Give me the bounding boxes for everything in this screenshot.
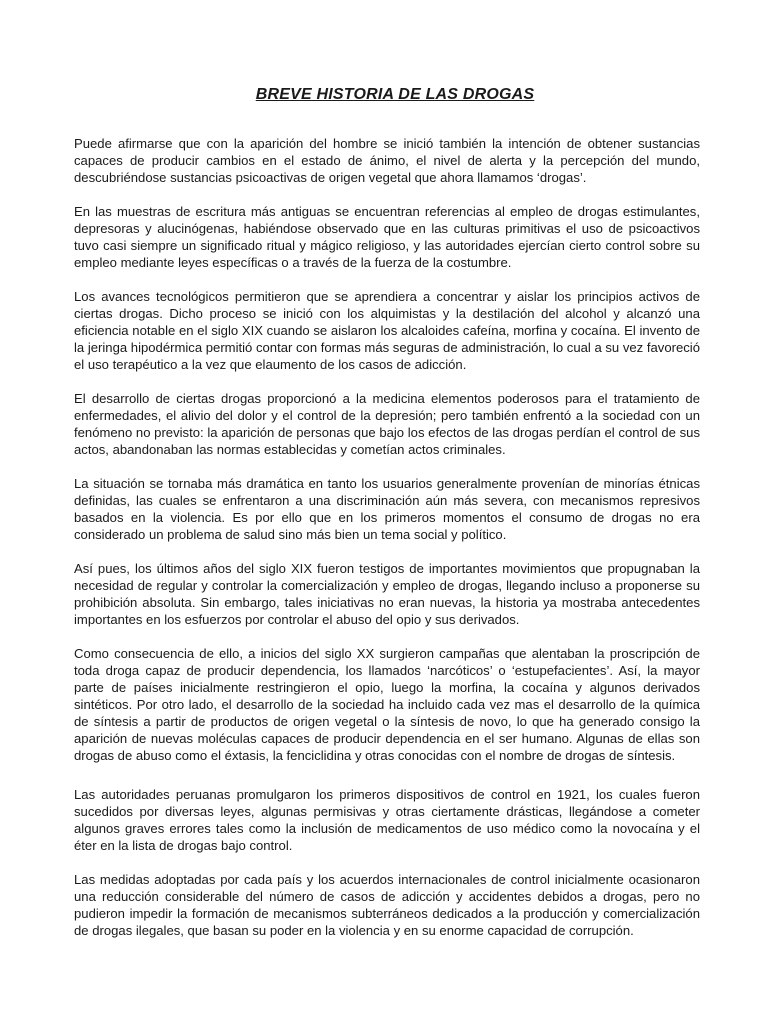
paragraph-1: Puede afirmarse que con la aparición del hombre se inició también la intención de obtener sustancias capaces de producir cambios en el estado de ánimo, el nivel de alerta y la percepción del mundo, descubriéndose sustancias psicoactivas de origen vegetal que ahora llamamos ‘drogas’.	[74, 136, 700, 185]
paragraph-5: La situación se tornaba más dramática en tanto los usuarios generalmente provenían de minorías étnicas definidas, las cuales se enfrentaron a una discriminación aún más severa, con mecanismos represivos basados en la violencia. Es por ello que en los primeros momentos el consumo de drogas no era considerado un problema de salud sino más bien un tema social y político.	[74, 476, 700, 542]
paragraph-8: Las autoridades peruanas promulgaron los primeros dispositivos de control en 1921, los cuales fueron sucedidos por diversas leyes, algunas permisivas y otras ciertamente drásticas, llegándose a cometer algunos graves errores tales como la inclusión de medicamentos de uso médico como la novocaína y el éter en la lista de drogas bajo control.	[74, 787, 700, 853]
paragraph-9: Las medidas adoptadas por cada país y los acuerdos internacionales de control inicialmente ocasionaron una reducción considerable del número de casos de adicción y accidentes debidos a drogas, pero no pudieron impedir la formación de mecanismos subterráneos dedicados a la producción y comercialización de drogas ilegales, que basan su poder en la violencia y en su enorme capacidad de corrupción.	[74, 872, 700, 938]
document-title: BREVE HISTORIA DE LAS DROGAS	[255, 86, 535, 103]
paragraph-3: Los avances tecnológicos permitieron que se aprendiera a concentrar y aislar los principios activos de ciertas drogas. Dicho proceso se inició con los alquimistas y la destilación del alcohol y alcanzó una eficiencia notable en el siglo XIX cuando se aislaron los alcaloides cafeína, morfina y cocaína. El invento de la jeringa hipodérmica permitió contar con formas más seguras de administración, lo cual a su vez favoreció el uso terapéutico a la vez que elaumento de los casos de adicción.	[74, 289, 700, 372]
paragraph-7: Como consecuencia de ello, a inicios del siglo XX surgieron campañas que alentaban la proscripción de toda droga capaz de producir dependencia, los llamados ‘narcóticos’ o ‘estupefacientes’. Así, la mayor parte de países inicialmente restringieron el opio, luego la morfina, la cocaína y algunos derivados sintéticos. Por otro lado, el desarrollo de la sociedad ha incluido cada vez mas el desarrollo de la química de síntesis a partir de productos de origen vegetal o la síntesis de novo, lo que ha generado consigo la aparición de nuevas moléculas capaces de producir dependencia en el ser humano. Algunas de ellas son drogas de abuso como el éxtasis, la fenciclidina y otras conocidas con el nombre de drogas de síntesis.	[74, 646, 700, 763]
paragraph-6: Así pues, los últimos años del siglo XIX fueron testigos de importantes movimientos que propugnaban la necesidad de regular y controlar la comercialización y empleo de drogas, llegando incluso a proponerse su prohibición absoluta. Sin embargo, tales iniciativas no eran nuevas, la historia ya mostraba antecedentes importantes en los esfuerzos por controlar el abuso del opio y sus derivados.	[74, 561, 700, 627]
paragraph-4: El desarrollo de ciertas drogas proporcionó a la medicina elementos poderosos para el tratamiento de enfermedades, el alivio del dolor y el control de la depresión; pero también enfrentó a la sociedad con un fenómeno no previsto: la aparición de personas que bajo los efectos de las drogas perdían el control de sus actos, abandonaban las normas establecidas y cometían actos criminales.	[74, 391, 700, 457]
paragraph-2: En las muestras de escritura más antiguas se encuentran referencias al empleo de drogas estimulantes, depresoras y alucinógenas, habiéndose observado que en las culturas primitivas el uso de psicoactivos tuvo casi siempre un significado ritual y mágico religioso, y las autoridades ejercían cierto control sobre su empleo mediante leyes específicas o a través de la fuerza de la costumbre.	[74, 204, 700, 270]
